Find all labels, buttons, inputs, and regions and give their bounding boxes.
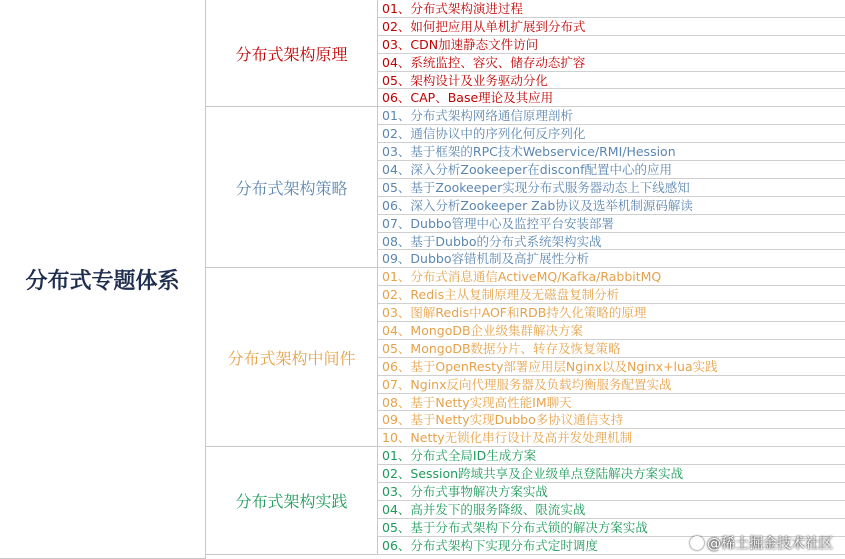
- list-item: 04、高并发下的服务降级、限流实战: [378, 501, 845, 519]
- list-item: 05、MongoDB数据分片、转存及恢复策略: [378, 340, 845, 358]
- section-items: [378, 0, 845, 107]
- section-label: 分布式架构实践: [206, 447, 378, 554]
- list-item: 01、分布式架构网络通信原理剖析: [378, 107, 845, 125]
- list-item: 02、如何把应用从单机扩展到分布式: [378, 18, 845, 36]
- section-items: [378, 268, 845, 447]
- list-item: 09、Dubbo容错机制及高扩展性分析: [378, 250, 845, 268]
- list-item: 03、图解Redis中AOF和RDB持久化策略的原理: [378, 304, 845, 322]
- list-item: 02、Session跨域共享及企业级单点登陆解决方案实战: [378, 465, 845, 483]
- list-item: 04、系统监控、容灾、储存动态扩容: [378, 54, 845, 72]
- list-item: 02、Redis主从复制原理及无磁盘复制分析: [378, 286, 845, 304]
- list-item: 04、MongoDB企业级集群解决方案: [378, 322, 845, 340]
- list-item: 10、Netty无锁化串行设计及高并发处理机制: [378, 429, 845, 447]
- list-item: 06、CAP、Base理论及其应用: [378, 89, 845, 107]
- section-column: [206, 0, 378, 559]
- list-item: 01、分布式消息通信ActiveMQ/Kafka/RabbitMQ: [378, 268, 845, 286]
- list-item: 03、CDN加速静态文件访问: [378, 36, 845, 54]
- list-item: 07、Nginx反向代理服务器及负载均衡服务配置实战: [378, 376, 845, 394]
- list-item: 04、深入分析Zookeeper在disconf配置中心的应用: [378, 161, 845, 179]
- list-item: 06、基于OpenResty部署应用层Nginx以及Nginx+lua实践: [378, 358, 845, 376]
- list-item: 01、分布式架构演进过程: [378, 0, 845, 18]
- watermark-logo-icon: [690, 536, 704, 550]
- list-item: 03、基于框架的RPC技术Webservice/RMI/Hession: [378, 143, 845, 161]
- list-item: 03、分布式事物解决方案实战: [378, 483, 845, 501]
- list-item: 09、基于Netty实现Dubbo多协议通信支持: [378, 411, 845, 429]
- list-item: 08、基于Netty实现高性能IM聊天: [378, 394, 845, 412]
- section-label: 分布式架构策略: [206, 107, 378, 268]
- list-item: 08、基于Dubbo的分布式系统架构实战: [378, 233, 845, 251]
- section-label: 分布式架构原理: [206, 0, 378, 107]
- list-item: 06、分布式架构下实现分布式定时调度: [378, 537, 845, 555]
- list-item: 05、架构设计及业务驱动分化: [378, 72, 845, 90]
- section-label: 分布式架构中间件: [206, 268, 378, 447]
- list-item: 05、基于Zookeeper实现分布式服务器动态上下线感知: [378, 179, 845, 197]
- watermark: [690, 533, 833, 553]
- list-item: 01、分布式全局ID生成方案: [378, 447, 845, 465]
- list-item: 02、通信协议中的序列化何反序列化: [378, 125, 845, 143]
- watermark-text: @稀土掘金技术社区: [707, 536, 833, 552]
- section-items: [378, 107, 845, 268]
- items-column: [378, 0, 845, 559]
- list-item: 05、基于分布式架构下分布式锁的解决方案实战: [378, 519, 845, 537]
- topic-title: 分布式专题体系: [0, 0, 206, 559]
- list-item: 07、Dubbo管理中心及监控平台安装部署: [378, 215, 845, 233]
- list-item: 06、深入分析Zookeeper Zab协议及选举机制源码解读: [378, 197, 845, 215]
